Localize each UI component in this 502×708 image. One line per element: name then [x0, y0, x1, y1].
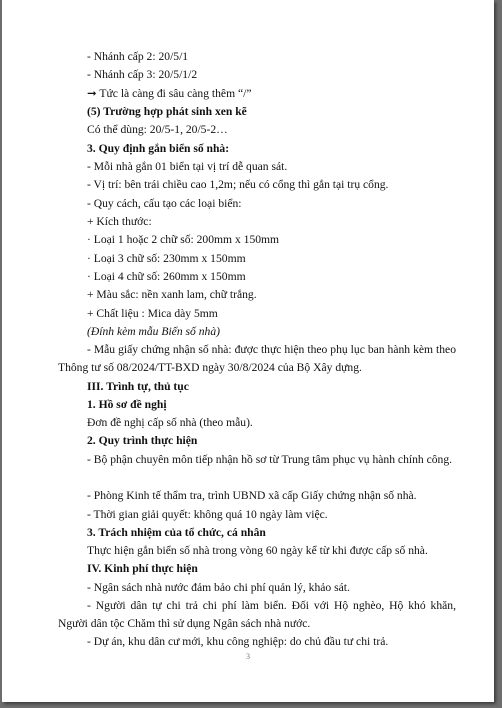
text-line: Thực hiện gắn biển số nhà trong vòng 60 ngày kể từ khi được cấp số nhà.: [87, 544, 428, 557]
section-heading: 1. Hồ sơ đề nghị: [87, 398, 167, 411]
text-line: + Chất liệu : Mica dày 5mm: [87, 307, 218, 320]
text-line: + Màu sắc: nền xanh lam, chữ trắng.: [87, 288, 257, 301]
section-heading: 2. Quy trình thực hiện: [87, 434, 198, 447]
text-line: - Mỗi nhà gắn 01 biển tại vị trí dễ quan sát.: [87, 160, 288, 173]
italic-note: (Đính kèm mẫu Biển số nhà): [87, 325, 220, 338]
section-heading: IV. Kinh phí thực hiện: [87, 562, 198, 575]
section-heading: 3. Trách nhiệm của tổ chức, cá nhân: [87, 526, 266, 539]
text-line: - Vị trí: bên trái chiều cao 1,2m; nếu có cổng thì gắn tại trụ cổng.: [87, 178, 389, 191]
text-line: - Quy cách, cấu tạo các loại biển:: [87, 197, 242, 210]
document-page: [2, 0, 494, 702]
text-line: · Loại 3 chữ số: 230mm x 150mm: [87, 252, 246, 265]
text-line: Đơn đề nghị cấp số nhà (theo mẫu).: [87, 416, 253, 429]
text-line: - Dự án, khu dân cư mới, khu công nghiệp: do chủ đầu tư chi trả.: [87, 635, 389, 648]
section-heading: (5) Trường hợp phát sinh xen kẽ: [87, 105, 247, 118]
text-line: + Kích thước:: [87, 215, 152, 228]
text-line: · Loại 1 hoặc 2 chữ số: 200mm x 150mm: [87, 233, 280, 246]
text-line: Có thể dùng: 20/5-1, 20/5-2…: [87, 123, 228, 136]
section-heading: 3. Quy định gắn biển số nhà:: [87, 142, 230, 155]
text-line: - Nhánh cấp 2: 20/5/1: [87, 50, 189, 63]
text-line: · Loại 4 chữ số: 260mm x 150mm: [87, 270, 246, 283]
paragraph: - Người dân tự chi trả chi phí làm biển. Đối với Hộ nghèo, Hộ khó khăn, Người dân tộc Chăm thì sử dụng Ngân sách nhà nước.: [58, 599, 456, 631]
text-line: - Phòng Kinh tế thẩm tra, trình UBND xã cấp Giấy chứng nhận số nhà.: [87, 489, 417, 502]
paragraph: - Bộ phận chuyên môn tiếp nhận hồ sơ từ Trung tâm phục vụ hành chính công.: [87, 453, 453, 466]
page-number: 3: [246, 652, 250, 661]
section-heading: III. Trình tự, thủ tục: [87, 380, 189, 393]
text-line: - Nhánh cấp 3: 20/5/1/2: [87, 68, 198, 81]
text-line: - Thời gian giải quyết: không quá 10 ngày làm việc.: [87, 508, 328, 521]
paragraph: - Mẫu giấy chứng nhận số nhà: được thực hiện theo phụ lục ban hành kèm theo Thông tư số 08/2024/TT-BXD ngày 30/8/2024 của Bộ Xây dựng.: [58, 343, 456, 375]
text-line: ➞ Tức là càng đi sâu càng thêm “/”: [87, 87, 252, 100]
text-line: - Ngân sách nhà nước đảm bảo chi phí quản lý, khảo sát.: [87, 581, 350, 594]
